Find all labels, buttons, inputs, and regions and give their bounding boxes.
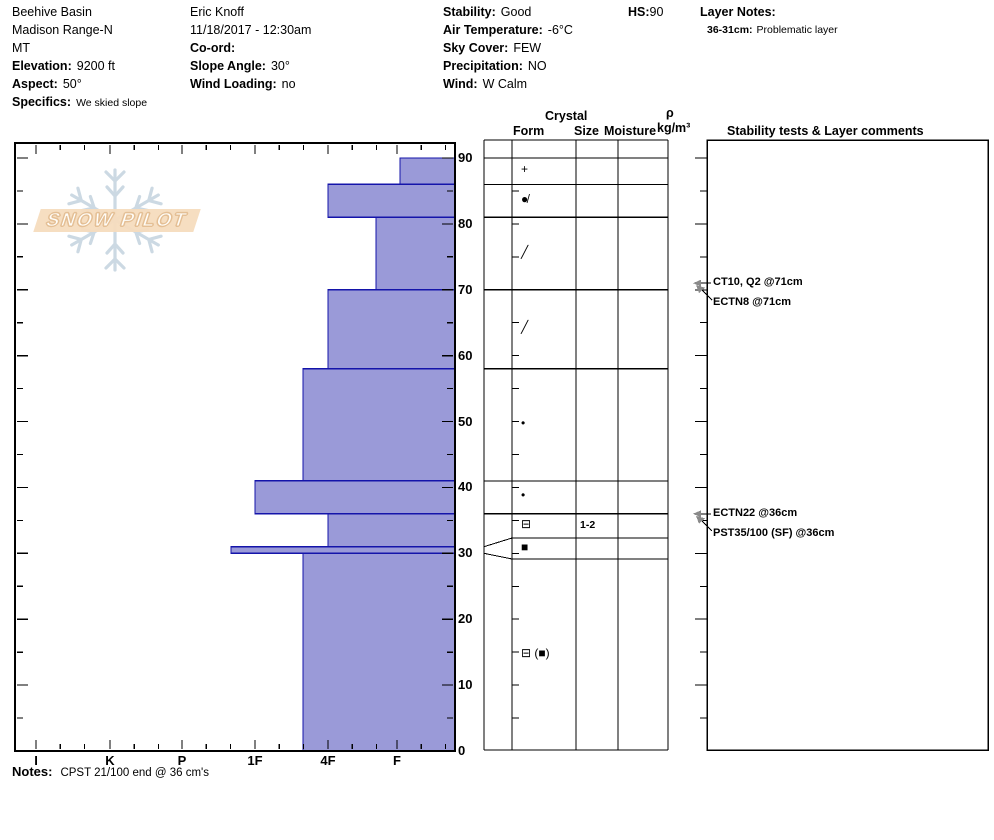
fan-line	[484, 538, 512, 547]
layer-note-text: Problematic layer	[756, 24, 838, 36]
hardness-bar	[376, 217, 455, 289]
depth-axis-label: 50	[458, 413, 473, 429]
hardness-axis-label: I	[34, 753, 38, 768]
grain-size-value: 1-2	[580, 518, 596, 531]
site-state: MT	[12, 41, 31, 55]
hardness-bar	[255, 481, 455, 514]
crystal-column-header: Crystal	[545, 109, 588, 123]
hardness-bar	[400, 158, 455, 184]
site-name: Beehive Basin	[12, 5, 92, 19]
grain-form-symbol: •	[521, 415, 526, 430]
hardness-axis-label: 1F	[247, 753, 263, 768]
specifics-label: Specifics:	[12, 95, 72, 109]
logo-text: SNOW PILOT	[43, 210, 191, 231]
density-units-header: kg/m³	[657, 121, 691, 135]
precipitation-label: Precipitation:	[443, 59, 523, 73]
elevation-value: 9200 ft	[76, 59, 115, 73]
grain-form-symbol: ╱	[521, 320, 529, 335]
sky-cover-value: FEW	[513, 41, 542, 55]
stability-test-label: ECTN22 @36cm	[713, 506, 798, 519]
depth-axis-label: 70	[458, 281, 473, 297]
notes-label: Notes:	[12, 764, 53, 779]
slope-angle-value: 30°	[270, 59, 290, 73]
layer-notes-heading: Layer Notes:	[700, 5, 776, 19]
hardness-bar	[303, 553, 455, 751]
size-column-header: Size	[574, 124, 600, 138]
observation-datetime: 11/18/2017 - 12:30am	[190, 23, 312, 37]
layer-note-range: 36-31cm:	[707, 24, 753, 36]
moisture-column-header: Moisture	[604, 124, 657, 138]
observer-name: Eric Knoff	[190, 5, 244, 19]
precipitation-value: NO	[527, 59, 547, 73]
grain-form-symbol: ╱	[521, 244, 529, 259]
stability-column-header: Stability tests & Layer comments	[727, 124, 924, 138]
air-temp-label: Air Temperature:	[443, 23, 543, 37]
stability-test-label: CT10, Q2 @71cm	[713, 276, 803, 289]
coord-label: Co-ord:	[190, 41, 236, 55]
depth-axis-label: 10	[458, 677, 473, 693]
slope-angle-label: Slope Angle:	[190, 59, 266, 73]
depth-axis-label: 80	[458, 215, 473, 231]
grain-form-symbol: ■	[521, 539, 529, 554]
grain-form-symbol: ●̸	[521, 191, 529, 206]
hardness-axis-label: F	[393, 753, 401, 768]
depth-axis-label: 30	[458, 545, 473, 561]
hs-label: HS:	[628, 5, 650, 19]
depth-axis-label: 20	[458, 611, 473, 627]
aspect-label: Aspect:	[12, 77, 58, 91]
stability-test-label: PST35/100 (SF) @36cm	[713, 526, 835, 539]
hardness-bar	[303, 369, 455, 481]
hardness-bar	[328, 184, 455, 217]
depth-axis-label: 90	[458, 150, 473, 165]
grain-form-symbol: •	[521, 488, 526, 503]
hardness-axis-label: 4F	[320, 753, 336, 768]
depth-axis-label: 40	[458, 479, 473, 495]
elevation-label: Elevation:	[12, 59, 72, 73]
stability-value: Good	[500, 5, 532, 19]
density-column-header: ρ	[666, 106, 674, 120]
hardness-bar	[328, 290, 455, 369]
hs-value: 90	[649, 5, 664, 19]
air-temp-value: -6°C	[547, 23, 573, 37]
notes-value: CPST 21/100 end @ 36 cm's	[60, 767, 209, 779]
hardness-bar	[328, 514, 455, 547]
sky-cover-label: Sky Cover:	[443, 41, 509, 55]
hardness-axis-label: P	[177, 753, 187, 768]
form-column-header: Form	[513, 124, 545, 138]
stability-test-label: ECTN8 @71cm	[713, 296, 791, 309]
hardness-bar	[231, 547, 455, 554]
grain-form-symbol: ⊟	[521, 516, 532, 531]
wind-loading-value: no	[281, 77, 296, 91]
fan-line	[484, 553, 512, 559]
wind-label: Wind:	[443, 77, 478, 91]
depth-axis-label: 60	[458, 347, 473, 363]
wind-loading-label: Wind Loading:	[190, 77, 277, 91]
stability-label: Stability:	[443, 5, 496, 19]
aspect-value: 50°	[62, 77, 82, 91]
wind-value: W Calm	[482, 77, 528, 91]
grain-form-symbol: +	[521, 162, 529, 177]
specifics-value: We skied slope	[76, 97, 148, 109]
site-range: Madison Range-N	[12, 23, 113, 37]
hardness-axis-label: K	[105, 753, 115, 768]
depth-axis-label: 0	[458, 743, 466, 758]
grain-form-symbol: ⊟ (■)	[521, 646, 550, 660]
stability-box	[707, 140, 988, 750]
